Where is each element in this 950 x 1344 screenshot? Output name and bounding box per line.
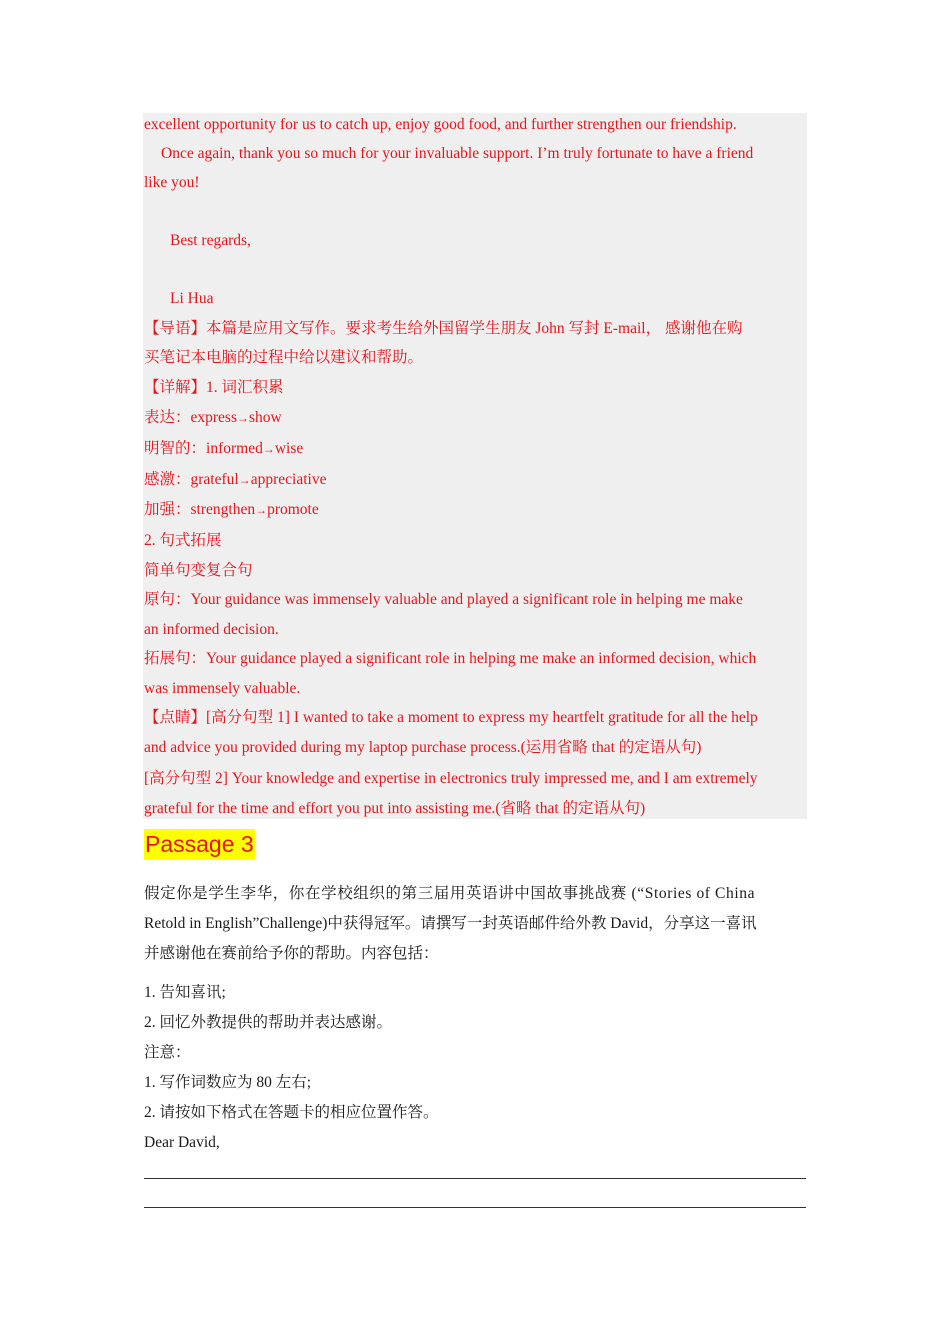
note-item: 1. 写作词数应为 80 左右; [144, 1074, 312, 1091]
expanded-sentence: 拓展句：Your guidance played a significant role in helping me make an informed decision, which [144, 650, 757, 667]
salutation: Dear David, [144, 1134, 220, 1151]
letter-text: excellent opportunity for us to catch up, enjoy good food, and further strengthen our friendship. [144, 116, 737, 133]
answer-line[interactable] [144, 1178, 806, 1179]
original-sentence: an informed decision. [144, 621, 279, 638]
arrow-icon: → [237, 411, 250, 425]
content-item: 1. 告知喜讯; [144, 984, 226, 1001]
content-item: 2. 回忆外教提供的帮助并表达感谢。 [144, 1014, 393, 1031]
arrow-icon: → [262, 442, 275, 456]
vocab-item: 感激：grateful→appreciative [144, 471, 327, 488]
sentence-heading: 2. 句式拓展 [144, 532, 222, 549]
letter-text: Once again, thank you so much for your invaluable support. I’m truly fortunate to have a friend [161, 145, 754, 162]
answer-line[interactable] [144, 1207, 806, 1208]
expanded-sentence: was immensely valuable. [144, 680, 301, 697]
prompt-text: Retold in English”Challenge)中获得冠军。请撰写一封英语邮件给外教 David，分享这一喜讯 [144, 915, 757, 932]
letter-signature: Li Hua [170, 290, 214, 307]
vocab-item: 加强：strengthen→promote [144, 501, 319, 518]
passage-title: Passage 3 [144, 829, 255, 860]
arrow-icon: → [255, 503, 268, 517]
notes-label: 注意： [144, 1044, 191, 1061]
vocab-item: 表达：express→show [144, 409, 282, 426]
letter-text: like you! [144, 174, 200, 191]
arrow-icon: → [238, 473, 251, 487]
original-sentence: 原句：Your guidance was immensely valuable and played a significant role in helping me make [144, 591, 743, 608]
detail-heading: 【详解】1. 词汇积累 [144, 379, 284, 396]
vocab-item: 明智的：informed→wise [144, 440, 304, 457]
letter-closing: Best regards, [170, 232, 251, 249]
sentence-subheading: 简单句变复合句 [144, 562, 253, 579]
note-item: 2. 请按如下格式在答题卡的相应位置作答。 [144, 1104, 439, 1121]
prompt-text: 并感谢他在赛前给予你的帮助。内容包括： [144, 945, 439, 962]
highlight-point: [高分句型 2] Your knowledge and expertise in electronics truly impressed me, and I am extremely [144, 770, 758, 787]
highlight-point: 【点睛】[高分句型 1] I wanted to take a moment to express my heartfelt gratitude for all the help [144, 709, 758, 726]
guide-text: 【导语】本篇是应用文写作。要求考生给外国留学生朋友 John 写封 E-mail， 感谢他在购 [144, 320, 743, 337]
highlight-point: and advice you provided during my laptop purchase process.(运用省略 that 的定语从句) [144, 739, 702, 756]
highlight-point: grateful for the time and effort you put into assisting me.(省略 that 的定语从句) [144, 800, 646, 817]
guide-text: 买笔记本电脑的过程中给以建议和帮助。 [144, 349, 424, 366]
prompt-text: 假定你是学生李华，你在学校组织的第三届用英语讲中国故事挑战赛 (“Stories of China [144, 885, 756, 902]
